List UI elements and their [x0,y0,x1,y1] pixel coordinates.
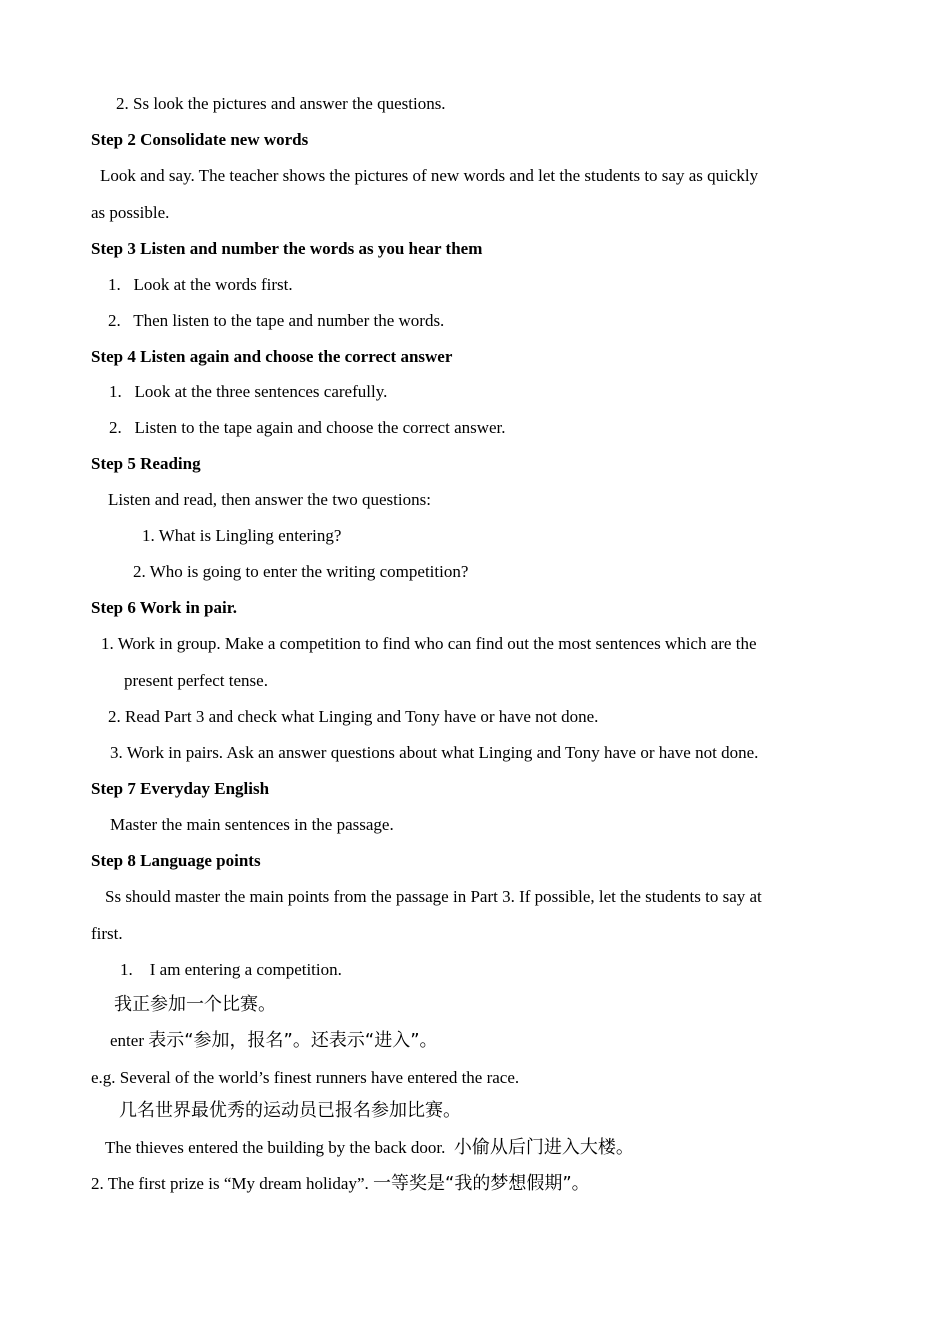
step7-heading: Step 7 Everyday English [91,779,270,798]
step3-item-2: 2. Then listen to the tape and number the words. [108,311,445,330]
step6-item-1-line1: 1. Work in group. Make a competition to find who can find out the most sentences which are the [101,634,757,653]
step3-heading: Step 3 Listen and number the words as you hear them [91,239,483,258]
step6-item-3: 3. Work in pairs. Ask an answer questions about what Linging and Tony have or have not done. [110,743,759,762]
step5-text: Listen and read, then answer the two questions: [108,490,431,509]
step6-item-2: 2. Read Part 3 and check what Linging and Tony have or have not done. [108,707,599,726]
step5-question-2: 2. Who is going to enter the writing competition? [133,562,469,581]
step6-heading: Step 6 Work in pair. [91,598,237,617]
step5-heading: Step 5 Reading [91,454,201,473]
point-2-sentence [91,1173,590,1195]
example-sentence-2-cn: 小偷从后门进入大楼。 [453,1137,634,1158]
step4-heading: Step 4 Listen again and choose the correct answer [91,347,453,366]
point-2-en: 2. The first prize is “My dream holiday”. [91,1174,373,1193]
step2-text-line2: as possible. [91,203,170,222]
step8-text-line2: first. [91,924,123,943]
point-1-sentence: 1. I am entering a competition. [120,960,342,979]
example-sentence-1: e.g. Several of the world’s finest runners have entered the race. [91,1068,520,1087]
step5-question-1: 1. What is Lingling entering? [142,526,342,545]
step8-heading: Step 8 Language points [91,851,261,870]
step8-text-line1: Ss should master the main points from the passage in Part 3. If possible, let the students to say at [105,887,762,906]
step4-item-1: 1. Look at the three sentences carefully. [109,382,388,401]
enter-meaning [110,1030,438,1052]
step4-item-2: 2. Listen to the tape again and choose the correct answer. [109,418,506,437]
example-sentence-2-en: The thieves entered the building by the back door. [105,1138,454,1157]
step2-heading: Step 2 Consolidate new words [91,130,309,149]
enter-word: enter [110,1031,149,1050]
step3-item-1: 1. Look at the words first. [108,275,293,294]
point-2-cn: 一等奖是“我的梦想假期”。 [373,1173,590,1194]
point-1-translation: 我正参加一个比赛。 [114,994,276,1015]
example-sentence-2 [105,1137,634,1159]
step2-text-line1: Look and say. The teacher shows the pictures of new words and let the students to say as quickly [100,166,759,185]
step7-text: Master the main sentences in the passage. [110,815,394,834]
step1-item-2: 2. Ss look the pictures and answer the questions. [116,94,446,113]
example-translation-1: 几名世界最优秀的运动员已报名参加比赛。 [119,1100,461,1121]
step6-item-1-line2: present perfect tense. [124,671,268,690]
enter-meaning-cn: 表示“参加，报名”。还表示“进入”。 [148,1030,438,1051]
